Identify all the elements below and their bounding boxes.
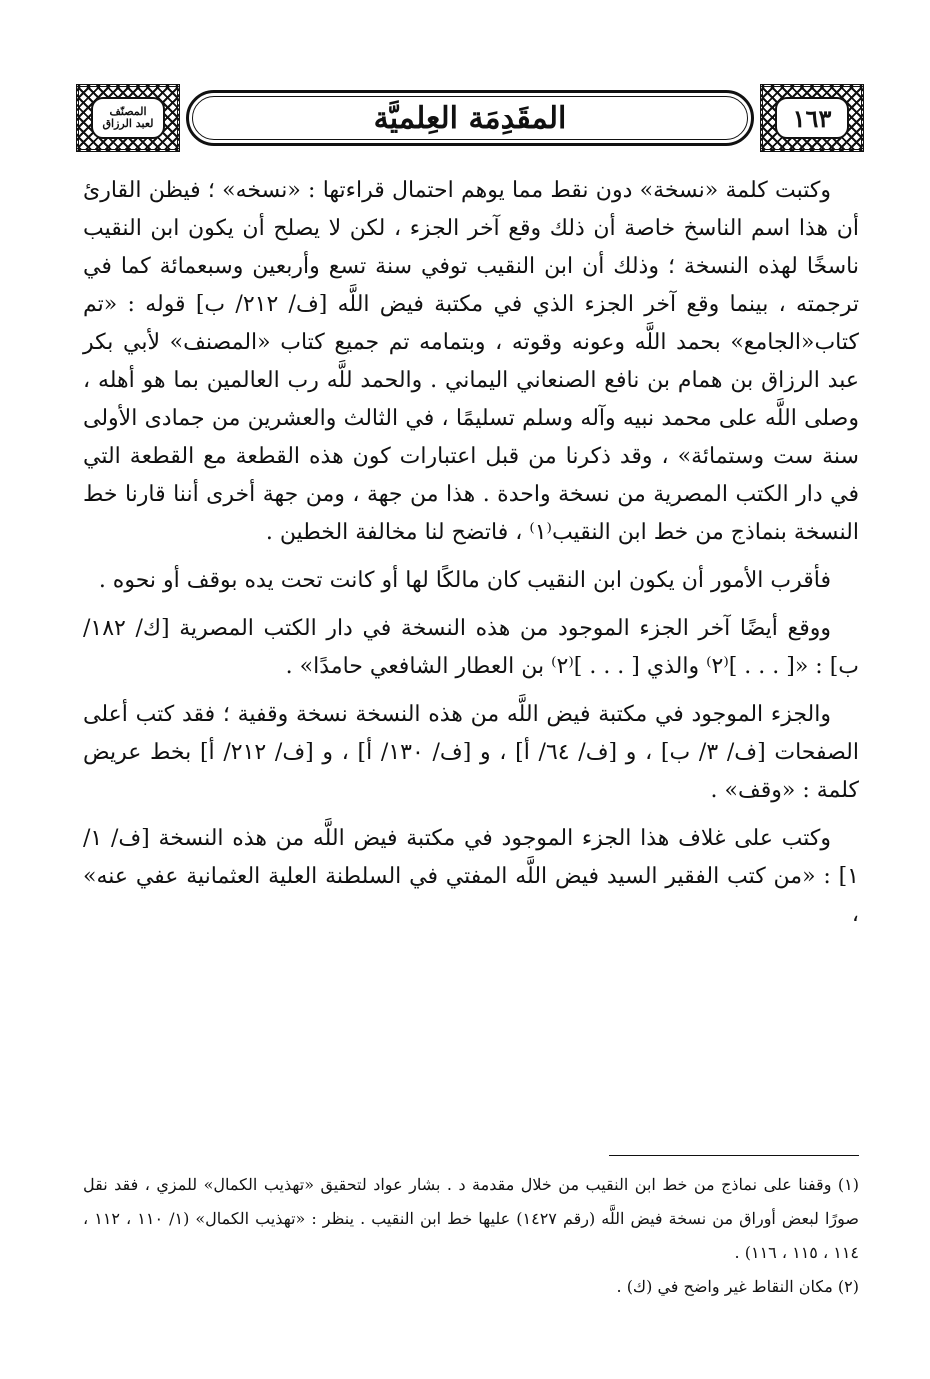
page-number: ١٦٣ — [792, 103, 832, 133]
paragraph: وكتب على غلاف هذا الجزء الموجود في مكتبة فيض اللَّه من هذه النسخة [ف/ ١/ ١] : «من كتب الفقير السيد فيض اللَّه المفتي في السلطنة العلية العثمانية عفي عنه» ، — [83, 826, 859, 927]
page-header — [76, 84, 864, 152]
footnotes — [83, 1168, 859, 1304]
book-logo: المصنّف لعبد الرزاق — [102, 105, 154, 130]
page-number-frame — [760, 84, 864, 152]
footnote-divider — [609, 1155, 859, 1156]
paragraph: وكتبت كلمة «نسخة» دون نقط مما يوهم احتمال قراءتها : «نسخه» ؛ فيظن القارئ أن هذا اسم الناسخ خاصة أن ذلك وقع آخر الجزء ، لكن لا يصلح أن يكون ابن النقيب ناسخًا لهذه النسخة ؛ وذلك أن ابن النقيب توفي سنة تسع وأربعين وسبعمائة كما في ترجمته ، بينما وقع آخر الجزء الذي في مكتبة فيض اللَّه [ف/ ٢١٢/ ب] قوله : «تم كتاب«الجامع» بحمد اللَّه وعونه وقوته ، وبتمامه تم جميع كتاب «المصنف» لأبي بكر عبد الرزاق بن همام بن نافع الصنعاني اليماني . والحمد للَّه رب العالمين بما هو أهله ، وصلى اللَّه على محمد نبيه وآله وسلم تسليمًا ، في الثالث والعشرين من جمادى الأولى سنة ست وستمائة» ، وقد ذكرنا من قبل اعتبارات كون هذه القطعة مع القطعة التي في دار الكتب المصرية من نسخة واحدة . هذا من جهة ، ومن جهة أخرى أننا قارنا خط النسخة بنماذج من خط ابن النقيب⁽١⁾ ، فاتضح لنا مخالفة الخطين . — [83, 178, 860, 545]
footnote: (١) وقفنا على نماذج من خط ابن النقيب من خلال مقدمة د . بشار عواد لتحقيق «تهذيب الكمال» للمزي ، فقد نقل صورًا لبعض أوراق من نسخة فيض اللَّه (رقم ١٤٢٧) عليها خط ابن النقيب . ينظر : «تهذيب الكمال» (١/ ١١٠ ، ١١٢ ، ١١٤ ، ١١٥ ، ١١٦) . — [83, 1175, 860, 1262]
book-logo-frame — [76, 84, 180, 152]
footnote: (٢) مكان النقاط غير واضح في (ك) . — [616, 1277, 859, 1296]
title-cartouche — [186, 90, 754, 146]
main-text — [83, 172, 859, 934]
paragraph: فأقرب الأمور أن يكون ابن النقيب كان مالكًا لها أو كانت تحت يده بوقف أو نحوه . — [98, 568, 831, 593]
paragraph: ووقع أيضًا آخر الجزء الموجود من هذه النسخة في دار الكتب المصرية [ك/ ١٨٢/ ب] : «[ . . . ]⁽٢⁾ والذي [ . . . ]⁽٢⁾ بن العطار الشافعي حامدًا» . — [83, 616, 859, 679]
page-title: المقَدِمَة العِلميَّة — [373, 100, 567, 136]
paragraph: والجزء الموجود في مكتبة فيض اللَّه من هذه النسخة نسخة وقفية ؛ فقد كتب أعلى الصفحات [ف/ ٣/ ب] ، و [ف/ ٦٤/ أ] ، و [ف/ ١٣٠/ أ] ، و [ف/ ٢١٢/ أ] بخط عريض كلمة : «وقف» . — [83, 702, 859, 803]
